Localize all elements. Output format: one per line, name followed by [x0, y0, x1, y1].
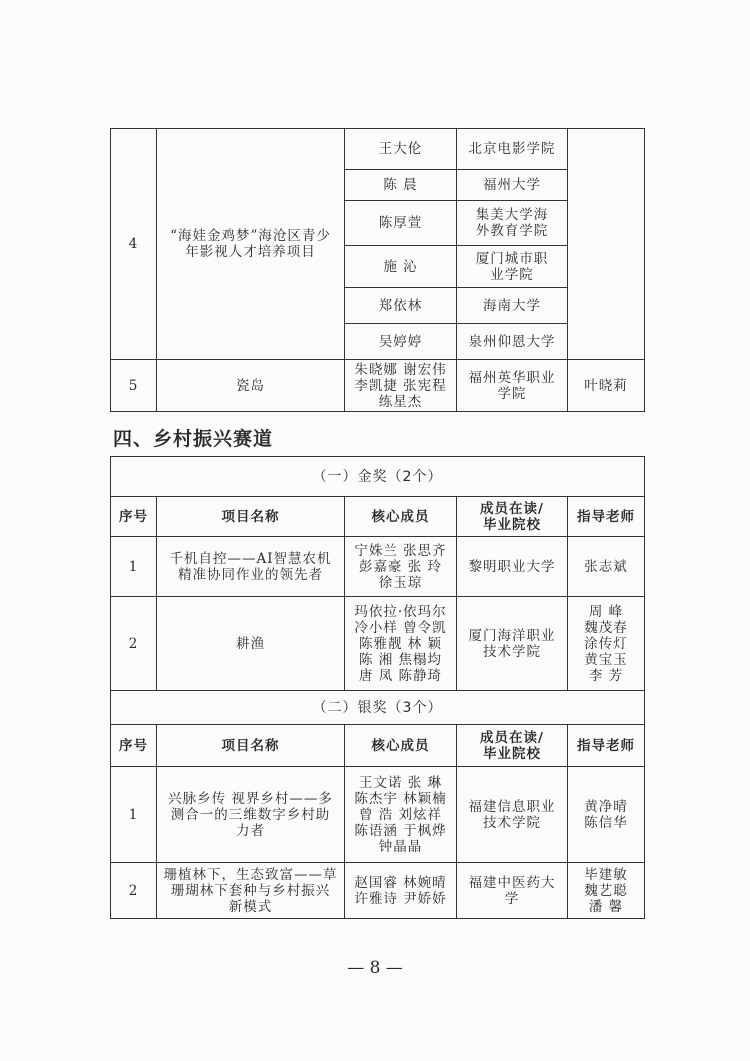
school-name: 福建信息职业 技术学院	[457, 767, 568, 863]
row-number: 4	[111, 129, 157, 360]
school-name: 北京电影学院	[457, 129, 568, 170]
row-number: 2	[111, 863, 157, 919]
header-school: 成员在读/ 毕业院校	[457, 725, 568, 767]
advisor-names: 周 峰 魏茂春 涂传灯 黄宝玉 李 芳	[568, 597, 645, 691]
member-names: 宁姝兰 张思齐 彭嘉豪 张 玲 徐玉琼	[345, 537, 457, 597]
school-name: 泉州仰恩大学	[457, 324, 568, 360]
school-name: 福建中医药大 学	[457, 863, 568, 919]
member-name: 陈 晨	[345, 170, 457, 201]
page-number: — 8 —	[347, 958, 403, 978]
school-name: 海南大学	[457, 288, 568, 324]
advisor-name: 叶晓莉	[568, 360, 645, 412]
school-name: 福州大学	[457, 170, 568, 201]
member-names: 玛依拉·依玛尔 冷小样 曾令凯 陈雅靓 林 颖 陈 湘 焦榻均 唐 凤 陈静琦	[345, 597, 457, 691]
header-school: 成员在读/ 毕业院校	[457, 497, 568, 537]
project-name: 珊植林下，生态致富——草 珊瑚林下套种与乡村振兴 新模式	[157, 863, 345, 919]
header-no: 序号	[111, 725, 157, 767]
gold-award-title: （一）金奖（2个）	[111, 457, 645, 497]
member-name: 吴婷婷	[345, 324, 457, 360]
member-name: 郑依林	[345, 288, 457, 324]
advisor-names: 毕建敏 魏艺聪 潘 馨	[568, 863, 645, 919]
school-name: 厦门城市职业学院	[457, 246, 568, 288]
project-name: 千机自控——AI智慧农机 精准协同作业的领先者	[157, 537, 345, 597]
header-members: 核心成员	[345, 725, 457, 767]
school-name: 集美大学海外教育学院	[457, 201, 568, 246]
header-no: 序号	[111, 497, 157, 537]
member-names: 王文诺 张 琳 陈杰宇 林颖楠 曾 浩 刘炫祥 陈语涵 于枫烨 钟晶晶	[345, 767, 457, 863]
advisor-names: 黄净晴 陈信华	[568, 767, 645, 863]
silver-award-title: （二）银奖（3个）	[111, 691, 645, 725]
school-name: 厦门海洋职业 技术学院	[457, 597, 568, 691]
table-top	[110, 128, 645, 412]
advisor-name	[568, 129, 645, 360]
header-project: 项目名称	[157, 497, 345, 537]
header-advisor: 指导老师	[568, 725, 645, 767]
project-name: 耕渔	[157, 597, 345, 691]
header-advisor: 指导老师	[568, 497, 645, 537]
project-name: 兴脉乡传 视界乡村——多 测合一的三维数字乡村助 力者	[157, 767, 345, 863]
advisor-name: 张志斌	[568, 537, 645, 597]
row-number: 1	[111, 537, 157, 597]
member-name: 陈厚萱	[345, 201, 457, 246]
member-names: 赵国睿 林婉晴 许雅诗 尹娇娇	[345, 863, 457, 919]
header-project: 项目名称	[157, 725, 345, 767]
row-number: 2	[111, 597, 157, 691]
member-name: 王大伦	[345, 129, 457, 170]
school-name: 福州英华职业 学院	[457, 360, 568, 412]
project-name: 瓷岛	[157, 360, 345, 412]
member-names: 朱晓娜 谢宏伟 李凯捷 张宪程 练星杰	[345, 360, 457, 412]
row-number: 5	[111, 360, 157, 412]
school-name: 黎明职业大学	[457, 537, 568, 597]
header-members: 核心成员	[345, 497, 457, 537]
table-rural	[110, 456, 645, 919]
section-title: 四、乡村振兴赛道	[113, 428, 274, 450]
row-number: 1	[111, 767, 157, 863]
project-name: “海娃金鸡梦”海沧区青少年影视人才培养项目	[157, 129, 345, 360]
member-name: 施 沁	[345, 246, 457, 288]
